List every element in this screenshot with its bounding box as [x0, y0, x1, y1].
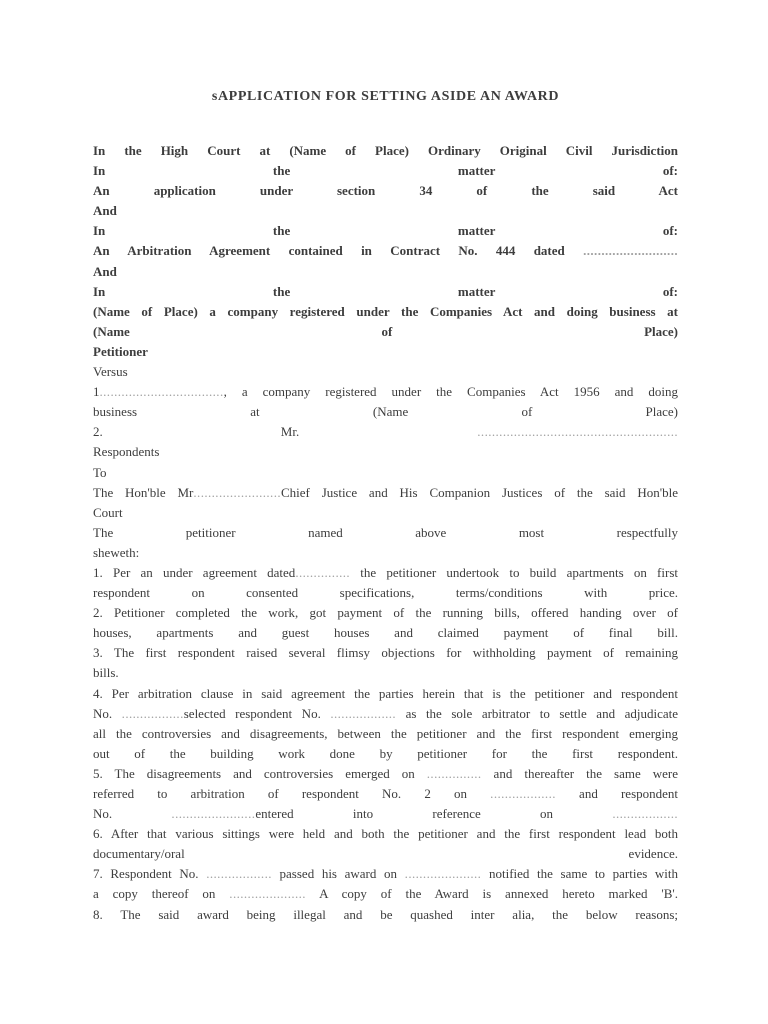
dotted-filler: ...............: [295, 564, 351, 580]
text-line: [93, 764, 678, 784]
dotted-filler: ..........................: [583, 243, 679, 259]
document-body: [93, 141, 678, 925]
text-line: [93, 663, 678, 683]
text-line: [93, 824, 678, 844]
dotted-filler: ..................: [206, 866, 272, 882]
text-segment: In the matter of:: [93, 283, 678, 299]
text-segment: a copy thereof on: [93, 886, 216, 902]
dotted-filler: ..................: [330, 705, 397, 721]
text-segment: And: [93, 203, 117, 219]
text-segment: Mr.: [280, 424, 300, 440]
text-line: [93, 463, 678, 483]
text-segment: Petitioner: [93, 343, 148, 359]
text-segment: The Hon'ble Mr: [93, 484, 194, 500]
text-segment: 2. Petitioner completed the work, got payment of the running bills, offered handing over of: [93, 605, 678, 621]
text-segment: Chief Justice and His Companion Justices of the said Hon'ble: [281, 484, 678, 500]
text-segment: houses, apartments and guest houses and claimed payment of final bill.: [93, 625, 678, 641]
text-segment: respondent on consented specifications, terms/conditions with price.: [93, 585, 678, 601]
text-segment: 2.: [93, 424, 103, 440]
text-segment: In the High Court at (Name of Place) Ordinary Original Civil Jurisdiction: [93, 143, 678, 158]
text-line: [93, 382, 678, 402]
text-line: [93, 864, 678, 884]
text-line: [93, 221, 678, 241]
text-segment: and respondent: [579, 786, 679, 801]
text-line: [93, 141, 678, 161]
text-line: [93, 744, 678, 764]
dotted-filler: ........................: [193, 484, 281, 500]
text-segment: The petitioner named above most respectfully: [93, 524, 678, 540]
text-line: [93, 483, 678, 503]
text-line: [93, 362, 678, 382]
text-segment: 7. Respondent No.: [93, 866, 199, 882]
dotted-filler: ..................: [612, 806, 679, 822]
text-segment: Versus: [93, 364, 128, 380]
text-segment: 5. The disagreements and controversies emerged on: [93, 765, 415, 781]
dotted-filler: .................: [121, 705, 184, 721]
text-segment: all the controversies and disagreements, between the petitioner and the first respondent emerging: [93, 725, 678, 741]
text-segment: , a company registered under the Companies Act 1956 and doing: [223, 384, 678, 400]
text-line: [93, 241, 678, 261]
text-segment: passed his award on: [279, 866, 398, 882]
text-segment: And: [93, 263, 117, 279]
text-segment: An Arbitration Agreement contained in Contract No. 444 dated: [93, 243, 565, 259]
text-segment: 1. Per an under agreement dated: [93, 564, 296, 580]
text-line: [93, 161, 678, 181]
text-line: [93, 844, 678, 864]
text-line: [93, 905, 678, 925]
text-line: [93, 623, 678, 643]
dotted-filler: ..................: [490, 786, 556, 801]
dotted-filler: ...............: [426, 765, 482, 781]
text-line: [93, 181, 678, 201]
text-line: [93, 804, 678, 824]
text-line: [93, 684, 678, 704]
text-segment: (Name of Place) a company registered under the Companies Act and doing business at: [93, 303, 678, 319]
text-segment: A copy of the Award is annexed hereto marked 'B'.: [319, 886, 678, 902]
text-segment: 1: [93, 384, 100, 400]
dotted-filler: ..................................: [99, 384, 224, 400]
text-segment: In the matter of:: [93, 163, 678, 179]
text-segment: bills.: [93, 665, 119, 681]
text-line: [93, 543, 678, 563]
text-line: [93, 643, 678, 663]
text-line: [93, 884, 678, 904]
text-segment: out of the building work done by petitioner for the first respondent.: [93, 745, 678, 761]
dotted-filler: .......................................................: [477, 424, 679, 440]
text-segment: business at (Name of Place): [93, 404, 678, 420]
text-line: [93, 402, 678, 422]
text-line: [93, 322, 678, 342]
text-line: [93, 523, 678, 543]
text-segment: documentary/oral evidence.: [93, 846, 678, 862]
dotted-filler: .......................: [171, 806, 256, 822]
text-segment: 8. The said award being illegal and be quashed inter alia, the below reasons;: [93, 906, 678, 922]
text-segment: 3. The first respondent raised several flimsy objections for withholding payment of remaining: [93, 645, 678, 661]
text-segment: To: [93, 464, 107, 480]
text-segment: 4. Per arbitration clause in said agreement the parties herein that is the petitioner and respondent: [93, 685, 678, 701]
text-segment: (Name of Place): [93, 323, 678, 339]
text-line: [93, 563, 678, 583]
text-segment: as the sole arbitrator to settle and adjudicate: [405, 705, 679, 721]
text-segment: An application under section 34 of the said Act: [93, 183, 678, 199]
text-segment: In the matter of:: [93, 223, 678, 239]
text-line: [93, 201, 678, 221]
document-title: sAPPLICATION FOR SETTING ASIDE AN AWARD: [211, 89, 560, 104]
text-segment: 6. After that various sittings were held and both the petitioner and the first respondent lead both: [93, 826, 678, 842]
text-segment: into reference on: [352, 806, 554, 822]
text-segment: and thereafter the same were: [493, 765, 679, 781]
text-line: [93, 422, 678, 442]
text-line: [93, 603, 678, 623]
text-segment: sheweth:: [93, 544, 140, 560]
text-segment: notified the same to parties with: [488, 866, 679, 882]
text-line: [93, 282, 678, 302]
text-line: [93, 583, 678, 603]
text-line: [93, 784, 678, 804]
text-line: [93, 503, 678, 523]
text-line: [93, 342, 678, 362]
text-segment: No.: [93, 806, 113, 822]
text-line: [93, 442, 678, 462]
text-segment: referred to arbitration of respondent No. 2 on: [93, 786, 467, 801]
text-segment: entered: [255, 806, 294, 822]
text-line: [93, 262, 678, 282]
text-line: [93, 704, 678, 724]
text-line: [93, 724, 678, 744]
text-segment: Respondents: [93, 444, 160, 460]
text-segment: selected respondent No.: [183, 705, 321, 721]
dotted-filler: .....................: [229, 886, 306, 902]
text-segment: No.: [93, 705, 113, 721]
text-segment: Court: [93, 504, 123, 520]
text-segment: the petitioner undertook to build apartments on first: [360, 564, 678, 580]
dotted-filler: .....................: [404, 866, 482, 882]
text-line: [93, 302, 678, 322]
